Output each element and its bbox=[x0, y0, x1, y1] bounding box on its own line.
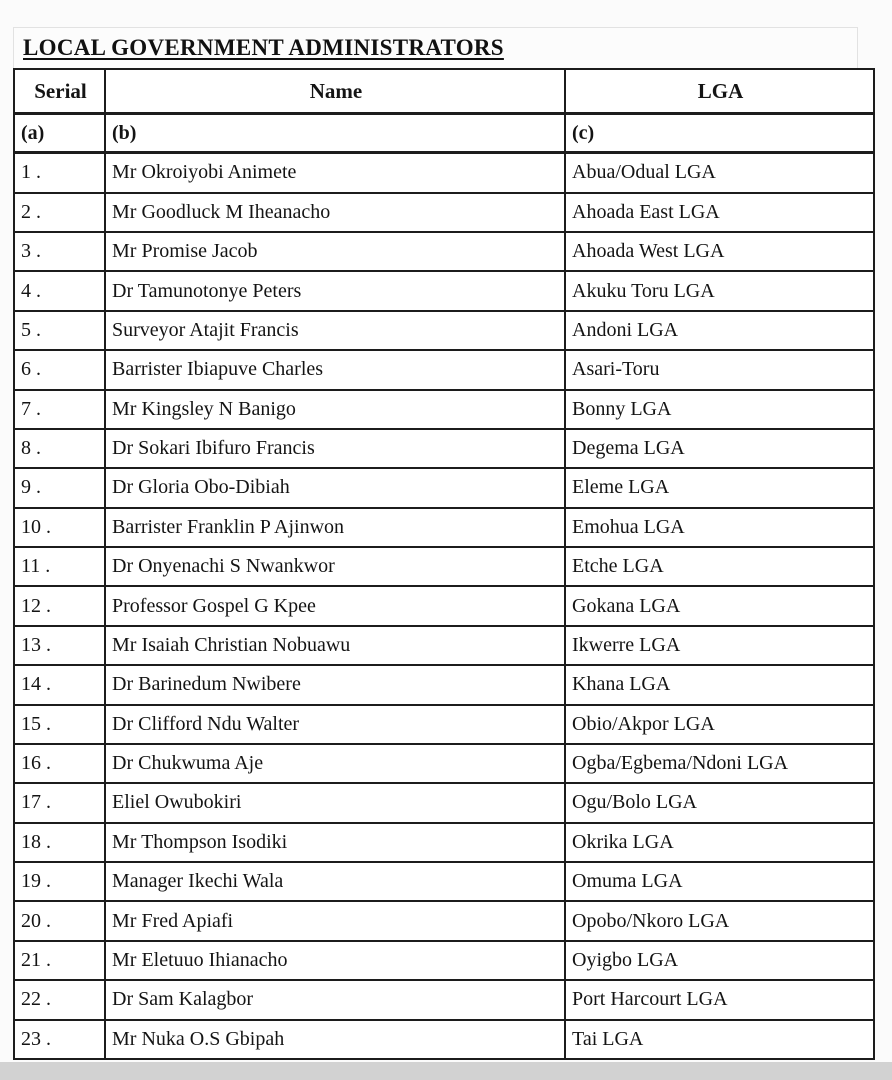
name-cell: Dr Clifford Ndu Walter bbox=[105, 705, 565, 744]
name-cell: Barrister Franklin P Ajinwon bbox=[105, 508, 565, 547]
table-row bbox=[14, 350, 874, 389]
serial-cell: 19 . bbox=[14, 862, 105, 901]
table-row bbox=[14, 586, 874, 625]
serial-cell: 22 . bbox=[14, 980, 105, 1019]
serial-cell: 5 . bbox=[14, 311, 105, 350]
administrators-table bbox=[13, 68, 875, 1060]
serial-cell: 4 . bbox=[14, 271, 105, 310]
table-row bbox=[14, 232, 874, 271]
serial-cell: 11 . bbox=[14, 547, 105, 586]
serial-cell: 1 . bbox=[14, 153, 105, 193]
serial-cell: 3 . bbox=[14, 232, 105, 271]
lga-cell: Degema LGA bbox=[565, 429, 874, 468]
subheader-c: (c) bbox=[565, 114, 874, 153]
table-body bbox=[14, 153, 874, 1060]
serial-cell: 9 . bbox=[14, 468, 105, 507]
lga-cell: Obio/Akpor LGA bbox=[565, 705, 874, 744]
name-cell: Dr Chukwuma Aje bbox=[105, 744, 565, 783]
table-row bbox=[14, 390, 874, 429]
serial-cell: 7 . bbox=[14, 390, 105, 429]
lga-cell: Akuku Toru LGA bbox=[565, 271, 874, 310]
name-cell: Eliel Owubokiri bbox=[105, 783, 565, 822]
table-row bbox=[14, 862, 874, 901]
lga-cell: Ahoada West LGA bbox=[565, 232, 874, 271]
table-row bbox=[14, 547, 874, 586]
serial-cell: 6 . bbox=[14, 350, 105, 389]
table-row bbox=[14, 508, 874, 547]
title-box bbox=[13, 27, 858, 68]
lga-cell: Bonny LGA bbox=[565, 390, 874, 429]
table-row bbox=[14, 705, 874, 744]
header-lga: LGA bbox=[565, 69, 874, 114]
lga-cell: Khana LGA bbox=[565, 665, 874, 704]
name-cell: Mr Fred Apiafi bbox=[105, 901, 565, 940]
lga-cell: Ikwerre LGA bbox=[565, 626, 874, 665]
table-row bbox=[14, 429, 874, 468]
name-cell: Dr Onyenachi S Nwankwor bbox=[105, 547, 565, 586]
name-cell: Dr Tamunotonye Peters bbox=[105, 271, 565, 310]
lga-cell: Okrika LGA bbox=[565, 823, 874, 862]
lga-cell: Tai LGA bbox=[565, 1020, 874, 1059]
serial-cell: 15 . bbox=[14, 705, 105, 744]
subheader-b: (b) bbox=[105, 114, 565, 153]
page-title: LOCAL GOVERNMENT ADMINISTRATORS bbox=[23, 35, 504, 60]
name-cell: Mr Goodluck M Iheanacho bbox=[105, 193, 565, 232]
name-cell: Mr Isaiah Christian Nobuawu bbox=[105, 626, 565, 665]
name-cell: Dr Sam Kalagbor bbox=[105, 980, 565, 1019]
table-row bbox=[14, 823, 874, 862]
table-row bbox=[14, 193, 874, 232]
table-row bbox=[14, 665, 874, 704]
lga-cell: Port Harcourt LGA bbox=[565, 980, 874, 1019]
table-row bbox=[14, 744, 874, 783]
serial-cell: 17 . bbox=[14, 783, 105, 822]
header-serial: Serial bbox=[14, 69, 105, 114]
serial-cell: 13 . bbox=[14, 626, 105, 665]
lga-cell: Andoni LGA bbox=[565, 311, 874, 350]
lga-cell: Abua/Odual LGA bbox=[565, 153, 874, 193]
subheader-a: (a) bbox=[14, 114, 105, 153]
table-subheader-row bbox=[14, 114, 874, 153]
table-row bbox=[14, 941, 874, 980]
lga-cell: Omuma LGA bbox=[565, 862, 874, 901]
serial-cell: 16 . bbox=[14, 744, 105, 783]
table-row bbox=[14, 468, 874, 507]
serial-cell: 23 . bbox=[14, 1020, 105, 1059]
lga-cell: Opobo/Nkoro LGA bbox=[565, 901, 874, 940]
name-cell: Professor Gospel G Kpee bbox=[105, 586, 565, 625]
serial-cell: 12 . bbox=[14, 586, 105, 625]
name-cell: Mr Kingsley N Banigo bbox=[105, 390, 565, 429]
serial-cell: 20 . bbox=[14, 901, 105, 940]
lga-cell: Ogba/Egbema/Ndoni LGA bbox=[565, 744, 874, 783]
header-name: Name bbox=[105, 69, 565, 114]
lga-cell: Gokana LGA bbox=[565, 586, 874, 625]
lga-cell: Eleme LGA bbox=[565, 468, 874, 507]
name-cell: Manager Ikechi Wala bbox=[105, 862, 565, 901]
table-row bbox=[14, 980, 874, 1019]
serial-cell: 21 . bbox=[14, 941, 105, 980]
name-cell: Mr Promise Jacob bbox=[105, 232, 565, 271]
name-cell: Surveyor Atajit Francis bbox=[105, 311, 565, 350]
name-cell: Dr Barinedum Nwibere bbox=[105, 665, 565, 704]
lga-cell: Emohua LGA bbox=[565, 508, 874, 547]
name-cell: Mr Okroiyobi Animete bbox=[105, 153, 565, 193]
table-header-row bbox=[14, 69, 874, 114]
name-cell: Dr Sokari Ibifuro Francis bbox=[105, 429, 565, 468]
serial-cell: 2 . bbox=[14, 193, 105, 232]
name-cell: Mr Eletuuo Ihianacho bbox=[105, 941, 565, 980]
table-row bbox=[14, 626, 874, 665]
lga-cell: Ahoada East LGA bbox=[565, 193, 874, 232]
table-row bbox=[14, 901, 874, 940]
bottom-gray-band bbox=[0, 1062, 892, 1080]
name-cell: Dr Gloria Obo-Dibiah bbox=[105, 468, 565, 507]
table-row bbox=[14, 311, 874, 350]
name-cell: Mr Nuka O.S Gbipah bbox=[105, 1020, 565, 1059]
name-cell: Mr Thompson Isodiki bbox=[105, 823, 565, 862]
table-row bbox=[14, 1020, 874, 1059]
serial-cell: 14 . bbox=[14, 665, 105, 704]
table-row bbox=[14, 783, 874, 822]
table-row bbox=[14, 153, 874, 193]
serial-cell: 18 . bbox=[14, 823, 105, 862]
name-cell: Barrister Ibiapuve Charles bbox=[105, 350, 565, 389]
serial-cell: 10 . bbox=[14, 508, 105, 547]
table-row bbox=[14, 271, 874, 310]
lga-cell: Etche LGA bbox=[565, 547, 874, 586]
lga-cell: Oyigbo LGA bbox=[565, 941, 874, 980]
serial-cell: 8 . bbox=[14, 429, 105, 468]
lga-cell: Ogu/Bolo LGA bbox=[565, 783, 874, 822]
lga-cell: Asari-Toru bbox=[565, 350, 874, 389]
